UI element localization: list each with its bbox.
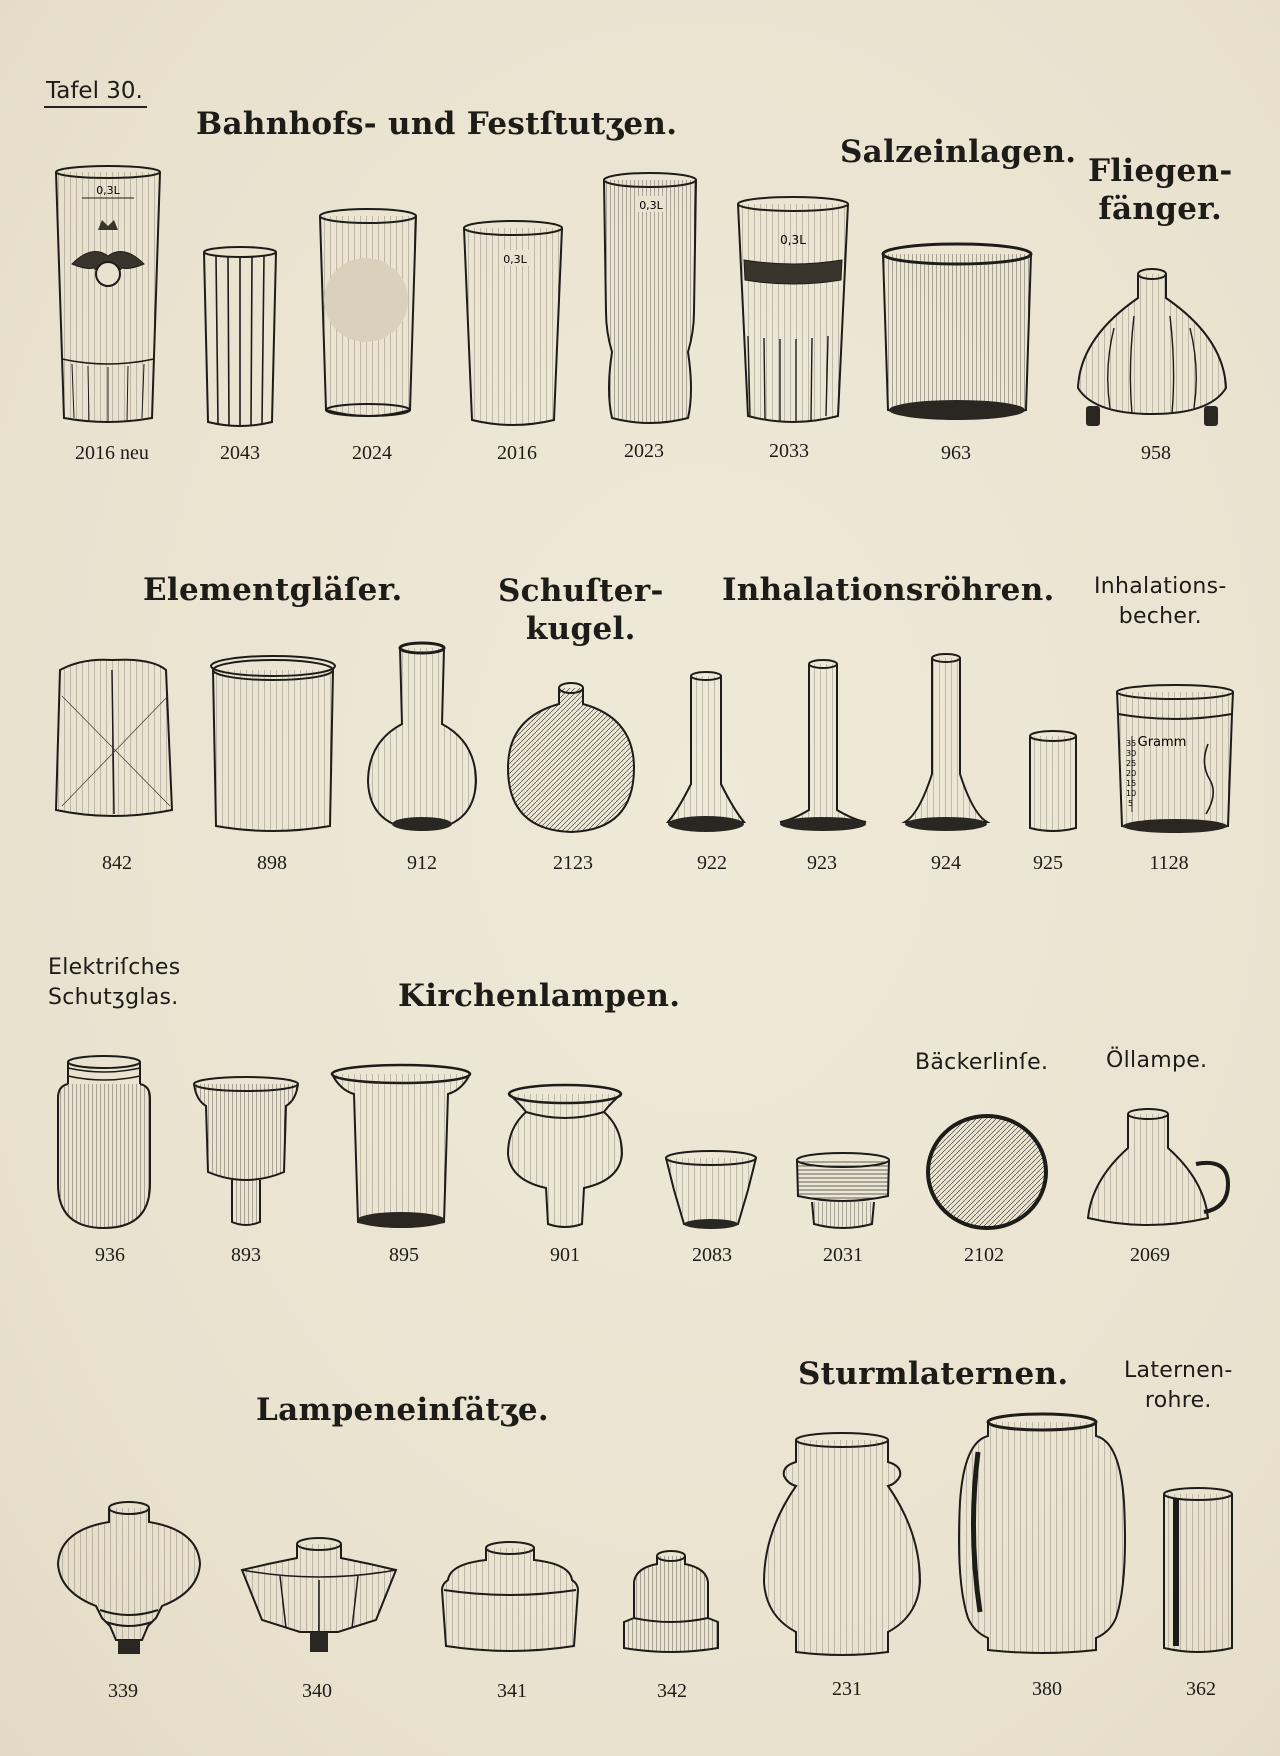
- glass-2023-illustration: [602, 172, 698, 428]
- volume-mark: 0,3L: [639, 199, 663, 212]
- item-number: 922: [697, 852, 727, 874]
- heading-inhalationsroehren: Inhalationsröhren.: [722, 572, 1055, 608]
- lamp-insert-340-illustration: [240, 1536, 398, 1656]
- heading-inhalationsbecher: [1094, 572, 1227, 632]
- item-number: 2123: [553, 852, 593, 874]
- item-number: 2069: [1130, 1244, 1170, 1266]
- item-number: 936: [95, 1244, 125, 1266]
- item-number: 842: [102, 852, 132, 874]
- item-number: 963: [941, 442, 971, 464]
- lantern-tube-362-illustration: [1162, 1486, 1234, 1656]
- heading-lampeneinsaetze: Lampeneinſätʒe.: [256, 1392, 550, 1428]
- church-lamp-895-illustration: [330, 1064, 472, 1232]
- item-number: 2024: [352, 442, 392, 464]
- heading-line: kugel.: [525, 611, 636, 647]
- item-number: 923: [807, 852, 837, 874]
- volume-mark: 0,3L: [780, 233, 806, 247]
- heading-sturmlaternen: Sturmlaternen.: [798, 1356, 1069, 1392]
- church-lamp-901-illustration: [506, 1084, 624, 1230]
- item-number: 341: [497, 1680, 527, 1702]
- heading-line: becher.: [1118, 604, 1202, 629]
- item-number: 924: [931, 852, 961, 874]
- heading-baeckerlinse: Bäckerlinſe.: [915, 1050, 1049, 1075]
- item-number: 2016: [497, 442, 537, 464]
- item-number: 901: [550, 1244, 580, 1266]
- item-number: 1128: [1149, 852, 1189, 874]
- flask-912-illustration: [366, 642, 478, 836]
- item-number: 893: [231, 1244, 261, 1266]
- scale-tick: 25: [1126, 759, 1137, 768]
- glass-2033-illustration: [736, 196, 850, 428]
- item-number: 362: [1186, 1678, 1216, 1700]
- scale-tick: 15: [1126, 779, 1137, 788]
- lamp-insert-339-illustration: [56, 1500, 202, 1656]
- tube-925-illustration: [1028, 730, 1078, 834]
- heading-line: Laternen-: [1124, 1358, 1233, 1383]
- item-number: 895: [389, 1244, 419, 1266]
- ball-2123-illustration: [506, 682, 636, 834]
- lamp-insert-342-illustration: [620, 1548, 722, 1656]
- lens-2102-illustration: [926, 1114, 1048, 1230]
- cup-1128-illustration: [1114, 684, 1236, 836]
- heading-schusterkugel: [498, 572, 664, 648]
- tube-922-illustration: [666, 672, 746, 836]
- scale-tick: 20: [1126, 769, 1137, 778]
- tube-923-illustration: [778, 660, 868, 836]
- globe-936-illustration: [56, 1054, 152, 1230]
- item-number: 339: [108, 1680, 138, 1702]
- item-number: 2023: [624, 440, 664, 462]
- church-lamp-2031-illustration: [794, 1152, 892, 1232]
- jar-898-illustration: [210, 654, 336, 836]
- tube-924-illustration: [903, 654, 989, 836]
- scale-tick: 30: [1126, 749, 1137, 758]
- item-number: 231: [832, 1678, 862, 1700]
- heading-line: Schuſter-: [498, 573, 664, 609]
- heading-line: fänger.: [1098, 191, 1223, 227]
- oil-lamp-2069-illustration: [1086, 1108, 1232, 1232]
- church-lamp-2083-illustration: [664, 1150, 758, 1230]
- heading-elementglaeser: Elementgläſer.: [143, 572, 403, 608]
- heading-line: Schutʒglas.: [48, 985, 179, 1010]
- item-number: 2083: [692, 1244, 732, 1266]
- heading-oellampe: Öllampe.: [1106, 1048, 1208, 1073]
- heading-bahnhofs-festtstutzen: Bahnhofs- und Festſtutʒen.: [196, 106, 678, 142]
- glass-2016-illustration: [462, 220, 564, 430]
- volume-mark: 0,3L: [503, 253, 527, 266]
- item-number: 2031: [823, 1244, 863, 1266]
- glass-2024-illustration: [318, 208, 418, 422]
- church-lamp-893-illustration: [192, 1076, 300, 1228]
- plate-label: Tafel 30.: [44, 78, 147, 108]
- item-number: 958: [1141, 442, 1171, 464]
- volume-mark: 0,3L: [96, 184, 120, 197]
- jar-963-illustration: [880, 242, 1034, 428]
- storm-lantern-380-illustration: [954, 1412, 1130, 1656]
- item-number: 912: [407, 852, 437, 874]
- item-number: 340: [302, 1680, 332, 1702]
- storm-lantern-231-illustration: [762, 1432, 922, 1656]
- heading-fliegenfaenger: [1088, 152, 1233, 228]
- item-number: 898: [257, 852, 287, 874]
- flytrap-958-illustration: [1074, 268, 1230, 428]
- glass-2043-illustration: [202, 246, 278, 430]
- heading-line: Elektriſches: [48, 955, 181, 980]
- scale-tick: 5: [1128, 799, 1134, 808]
- glass-2016-neu-illustration: [52, 164, 164, 428]
- heading-laternenrohre: [1124, 1356, 1233, 1416]
- scale-tick: 10: [1126, 789, 1137, 798]
- scale-tick: 35: [1126, 739, 1137, 748]
- item-number: 2033: [769, 440, 809, 462]
- item-number: 925: [1033, 852, 1063, 874]
- item-number: 2102: [964, 1244, 1004, 1266]
- heading-line: Fliegen-: [1088, 153, 1233, 189]
- item-number: 2016 neu: [75, 442, 149, 464]
- scale-label: Gramm: [1137, 735, 1187, 750]
- item-number: 2043: [220, 442, 260, 464]
- heading-salzeinlagen: Salzeinlagen.: [840, 134, 1077, 170]
- heading-line: rohre.: [1144, 1388, 1212, 1413]
- heading-line: Inhalations-: [1094, 574, 1227, 599]
- item-number: 342: [657, 1680, 687, 1702]
- heading-elektrisches-schutzglas: [48, 953, 180, 1013]
- heading-kirchenlampen: Kirchenlampen.: [398, 978, 681, 1014]
- item-number: 380: [1032, 1678, 1062, 1700]
- lamp-insert-341-illustration: [440, 1540, 580, 1656]
- jar-842-illustration: [52, 656, 174, 822]
